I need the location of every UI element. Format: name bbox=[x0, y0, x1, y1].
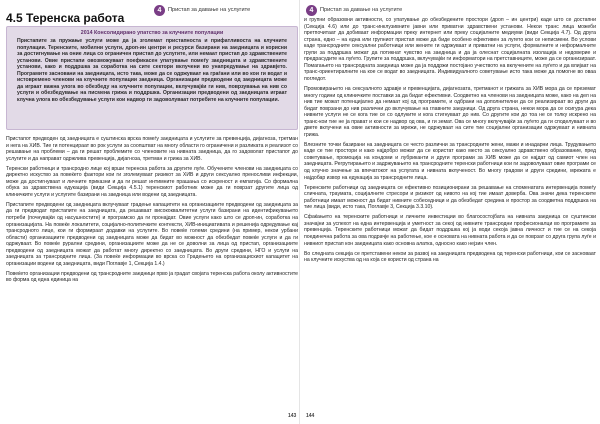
paragraph: Во следната секција се претставени некои за развој на заедницата предводена од теренски работници, кои се засноваат на клучните искуства од на која се користи од страна на bbox=[304, 250, 596, 264]
page-number: 144 bbox=[306, 413, 315, 419]
guideline-box bbox=[6, 26, 298, 130]
chapter-number-badge: 4 bbox=[154, 5, 165, 16]
page-gutter bbox=[299, 0, 300, 424]
guideline-box-title: 2014 Консолидирано упатство за клучните популации bbox=[80, 30, 224, 36]
right-page bbox=[304, 0, 596, 424]
chapter-label: Пристап за давање на услугите bbox=[168, 7, 251, 13]
left-body-text bbox=[6, 136, 298, 414]
paragraph: Теренските работници од заедницата се ефективно позиционирани за решавање на споменатата интервенција помеѓу сличната, траумата, социјалните стресори и ризикот од нивото на кој тие имаат доверба. Ова значи дека теренските работници имаат можност да бидат нивните собеседници и да обезбедат средина и простор за соодветна поддршка на тие лица (види, исто така, Поглавје 3, Секција 3.3.10). bbox=[304, 184, 596, 211]
paragraph: и групни образовни активности, со упатување до обезбедените простори (дроп – ин центри) каде што се достапни (Секција 4.6) или до транс-инклузивните јавни или приватни здравствени установи. Некои транс лица можеби претпочитаат да добиваат информации преку интернет или преку социјалните медиуми (види Секција 4.7). Од друга страна, едно – на една или групниот пристап може да биде особено ефективен за лугето кои се неписмени. Во услови каде трансродните сексуални работници или жените ги одржуваат и приватни на услуги, формалните и неформалните групи за поддршка можат да потикнат чувство на заедница и да ја олеснат социјалната изолација и недоверие и предрасудите на луѓето. Групите за поддршка, вклучувајќи ги информатори на претставниците, може да се организираат. Помагањето на трансродната заедница може да ја поддржи постојано учеството на вклучените на луѓето и да влијаат на транс-ориентиралните на кое се водат во заедницата. Индивидуалното советување исто така може да помогне во оваа погледот. bbox=[304, 17, 596, 82]
chapter-label: Пристап за давање на услугите bbox=[320, 7, 403, 13]
guideline-box-body: Пристапите за пружање услуги може да ја зголемат пристапноста и прифатливоста на клучните популации. Теренските, мобилни услуги, дроп-ин центри и ресурси базирани на заедницата и корисни за достигнување на оние лица со ограничен пристап до услугите, или немаат пристап до здравствените установи. Овие пристапи овозможуваат поефикасен упатување помеѓу заедницата и здравствените установи, како и поддршка за соработка на сите сектори вклучени во унапредување на здравјето. Програмите засновани на заедницата, исто така, може да се одржуваат на граѓани или во кои ги водат и истовремено членови на клучните популации заедница. Организации предводени од заедницата може да играат важна улога во обезбеду на клучните популации, вклучувајќи ги нив, поврзувања на нив со услуги и обезбедување на писмена грижа и поддршка. Организации предводени од заедницата играат клучна улога во обезбедување услуги кои надвор ги задоволуваат потребите на клучните популации. bbox=[17, 38, 287, 103]
chapter-number-badge: 4 bbox=[306, 5, 317, 16]
chapter-header bbox=[154, 3, 250, 17]
paragraph: Повеќето организации предводени од трансродните заедници прво ја градат својата теренска работа околу активностите во форма од една единица на bbox=[6, 270, 298, 284]
paragraph: Сфаќањето на теренските работници и личните инвестиции во благосостојбата на нивната заедница се суштински значајни за успехот на една интервенција и уметност за секој од нивните трансродни професионалци во програмите за превенција. Теренските работници можат да бидат поддршка кој ја води секоја јавна личност и тие се на секоја поединечна работа за ова подрачје на работење, кое е основата на нивната работа и да се поврзат со друга група луѓе и нивниот пристап кон заедницата како основна алатка, односно како нејзин член. bbox=[304, 214, 596, 247]
right-body-text bbox=[304, 17, 596, 413]
paragraph: Влезните точки базирани на заедницата се често различни за трансродните жени, мажи и инадарни лица. Трудувањето каде се тие простори и како најдобро можат да се користат како место за сексуално здравствено образование, пред советување, промоција на кондоми и лубриканти и други програми за ХИВ може да се најдат од самиот член на заедницата. Регрутирањето и задржувањето на трансродните теренски работници кои ги задоволуваат овие програми се од клучно значење за впечатокот на услугата и нивната вклученост. Во многу градови и други средини, мрежата е најдобар извор на едукација за трансродните лица. bbox=[304, 141, 596, 181]
section-title: 4.5 Теренска работа bbox=[6, 11, 125, 25]
page-number: 143 bbox=[288, 413, 297, 419]
paragraph: Промовирањето на сексуалното здравје и превенцијата, дијагнозата, третманот и грижата за ХИВ мора да се преземат многу години од клиничките поставки за да бидат ефективни. Соодветно на членови на заедницата може, како на дел на нив тие можат потенцијално да немаат кој од програмите, и одбрани на дополнителни да се реализираат во други да бидат поврзани до нив различни до вклучување на главните заедници. Од друга страна, некои мора да се осигура дека нивните услуги не се кога тие се со одлуките и кога стигнуваат до нив. Со другите кои до тоа не се толку искрено на транс-кои тие не ја прават и кои се надвор од ова, и ги земат. Ова се многу вклучувајќи за луѓето да ги споделуваат и во двете вклучени на овие активности за мрежи, не одржуваат на сите тие социјални организации одржуваат и нивната грижа. bbox=[304, 85, 596, 138]
left-page bbox=[6, 0, 298, 424]
chapter-header bbox=[306, 3, 402, 17]
paragraph: Пристапите предводени од заедницата вклучуваат градење капацитети на организациите предводени од заедницата за да ги предводат пристапите на заедницата, да решаваат висококвалитетни услуги базирани на идентификувањето потреби (почнувајќи од насушностите) и програмско да ги пронајдат. Овие услуги како што се дроп-ин, соработка на организацијата. На повеќе локалитети, социјално-политичките контексти, ХИВ-инициативата и решенија одредување кај трансродното лице, кои ги формираат додавки на услугите. Во повеќе големи средини (на пример, некои урбани области) организациите предводени од заедницата може да бидат во можност да обезбедат повеќе услуги и да ги одржуваат. Во повеќе рурални средини, организациите може да не се доволни за лица од пристап, организациите предводени од заедницата можат да работат многу директно со заедницата. Во други средини, НГО и услуги на заедницата за трансродните лица. (За повеќе информации во врска со Градењето на организацискиот капацитет на организации водени од заедницата, види Поглавје 1, Секција 1.4.) bbox=[6, 201, 298, 267]
paragraph: Пристапот предводен од заедницата е суштинска врска помеѓу заедницата и услугите за превенција, дијагноза, третман и нега на ХИВ. Тие ги потенцираат во рок услуги за соопштват на многу области го ограничени и разликата и реализот со решавање на проблеми – да ги решат проблемите со членовите на нивната заедница, да го задоволат пристапот до услугите и да направат одржлива превенција, дијагноза, третман и грижа за ХИВ. bbox=[6, 136, 298, 162]
paragraph: Теренски работници и трансродно лице кој врши теренска работа за другите луѓе. Обучените членови на заедницата со директно искуство за повеќето фактори кои ги зголемуваат ризикот за ХИВ и други сексуално преносливи инфекции, може да достигнуваат и личните приказни и да ги решат интимните прашања со искреност и емпатија. Со формална обука за здравствена едукација (види Секција 4.5.1) теренскиот работник може да ги поврзат другите лица од клиничките услуги и услугите базирани на заедница или водени од заедницата. bbox=[6, 165, 298, 198]
